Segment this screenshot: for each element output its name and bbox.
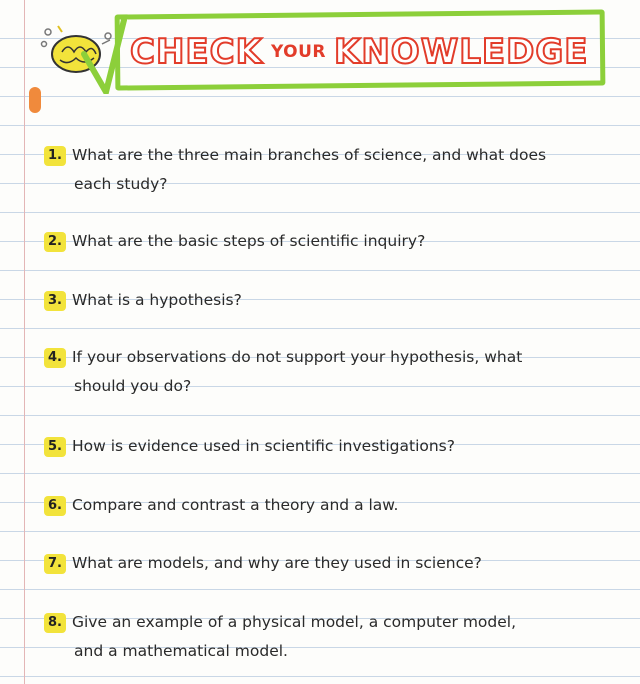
question-text: What are the three main branches of science, and what does [71, 146, 547, 164]
question-number: 4. [44, 348, 66, 368]
question-text-continued: and a mathematical model. [74, 642, 288, 660]
title-knowledge: KNOWLEDGE [334, 32, 589, 72]
question-7 [44, 549, 604, 578]
question-number: 7. [44, 554, 66, 574]
question-number: 8. [44, 613, 66, 633]
question-number: 5. [44, 437, 66, 457]
question-4 [44, 343, 604, 401]
margin-line [24, 0, 25, 684]
question-text: If your observations do not support your hypothesis, what [71, 348, 523, 366]
title-check: CHECK [130, 32, 263, 72]
page-title [130, 28, 600, 76]
question-text: How is evidence used in scientific investigations? [71, 437, 455, 455]
question-5 [44, 432, 604, 461]
question-6 [44, 491, 604, 520]
question-text: Give an example of a physical model, a computer model, [71, 613, 517, 631]
question-number: 6. [44, 496, 66, 516]
question-text: What is a hypothesis? [71, 291, 242, 309]
title-your: YOUR [270, 42, 326, 62]
question-8 [44, 608, 604, 666]
question-text: What are models, and why are they used in science? [71, 554, 482, 572]
question-3 [44, 286, 604, 315]
binder-hole [29, 87, 41, 113]
question-text: What are the basic steps of scientific inquiry? [71, 232, 426, 250]
question-number: 1. [44, 146, 66, 166]
question-text-continued: each study? [74, 175, 168, 193]
question-text-continued: should you do? [74, 377, 192, 395]
question-number: 2. [44, 232, 66, 252]
question-text: Compare and contrast a theory and a law. [71, 496, 399, 514]
question-2 [44, 227, 604, 256]
question-1 [44, 141, 604, 199]
question-number: 3. [44, 291, 66, 311]
